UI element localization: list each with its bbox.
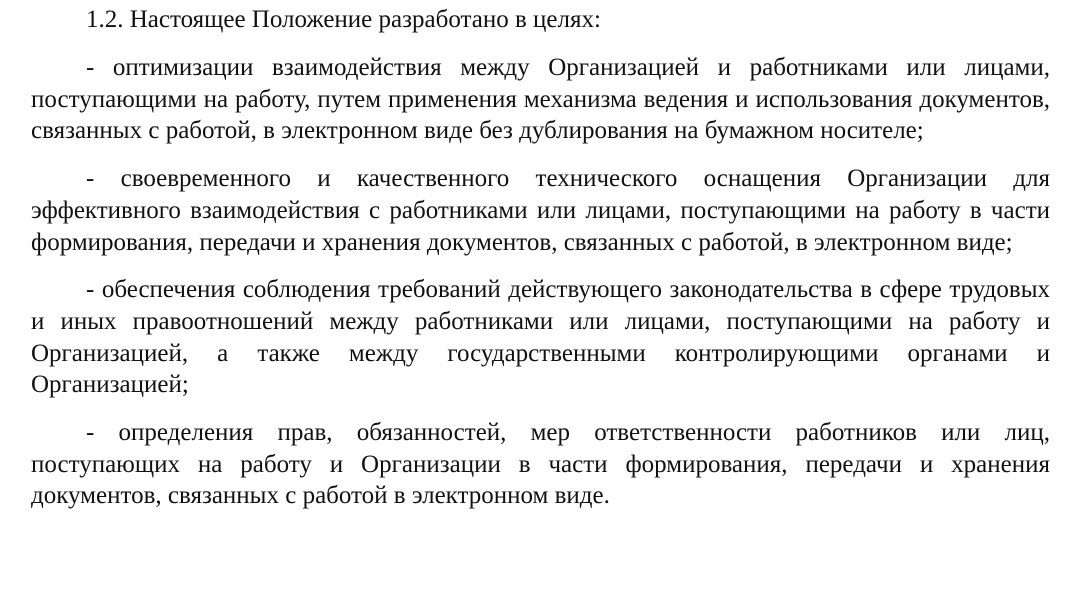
paragraph-legal-compliance: - обеспечения соблюдения требований действующего законодательства в сфере трудовых и иных правоотношений между работниками или лицами, поступающими на работу и Организацией, а также между государственными контролирующими органами и Организацией; xyxy=(31,276,1050,399)
paragraph-rights-duties: - определения прав, обязанностей, мер ответственности работников или лиц, поступающих на работу и Организации в части формирования, передачи и хранения документов, связанных с работой в электронном виде. xyxy=(31,419,1050,510)
paragraph-optimization: - оптимизации взаимодействия между Организацией и работниками или лицами, поступающими на работу, путем применения механизма ведения и использования документов, связанных с работой, в электронном виде без дублирования на бумажном носителе; xyxy=(31,54,1050,145)
document-body xyxy=(31,4,1050,512)
section-heading: 1.2. Настоящее Положение разработано в целях: xyxy=(86,6,601,33)
paragraph-technical-equipment: - своевременного и качественного технического оснащения Организации для эффективного взаимодействия с работниками или лицами, поступающими на работу в части формирования, передачи и хранения документов, связанных с работой, в электронном виде; xyxy=(31,165,1050,256)
